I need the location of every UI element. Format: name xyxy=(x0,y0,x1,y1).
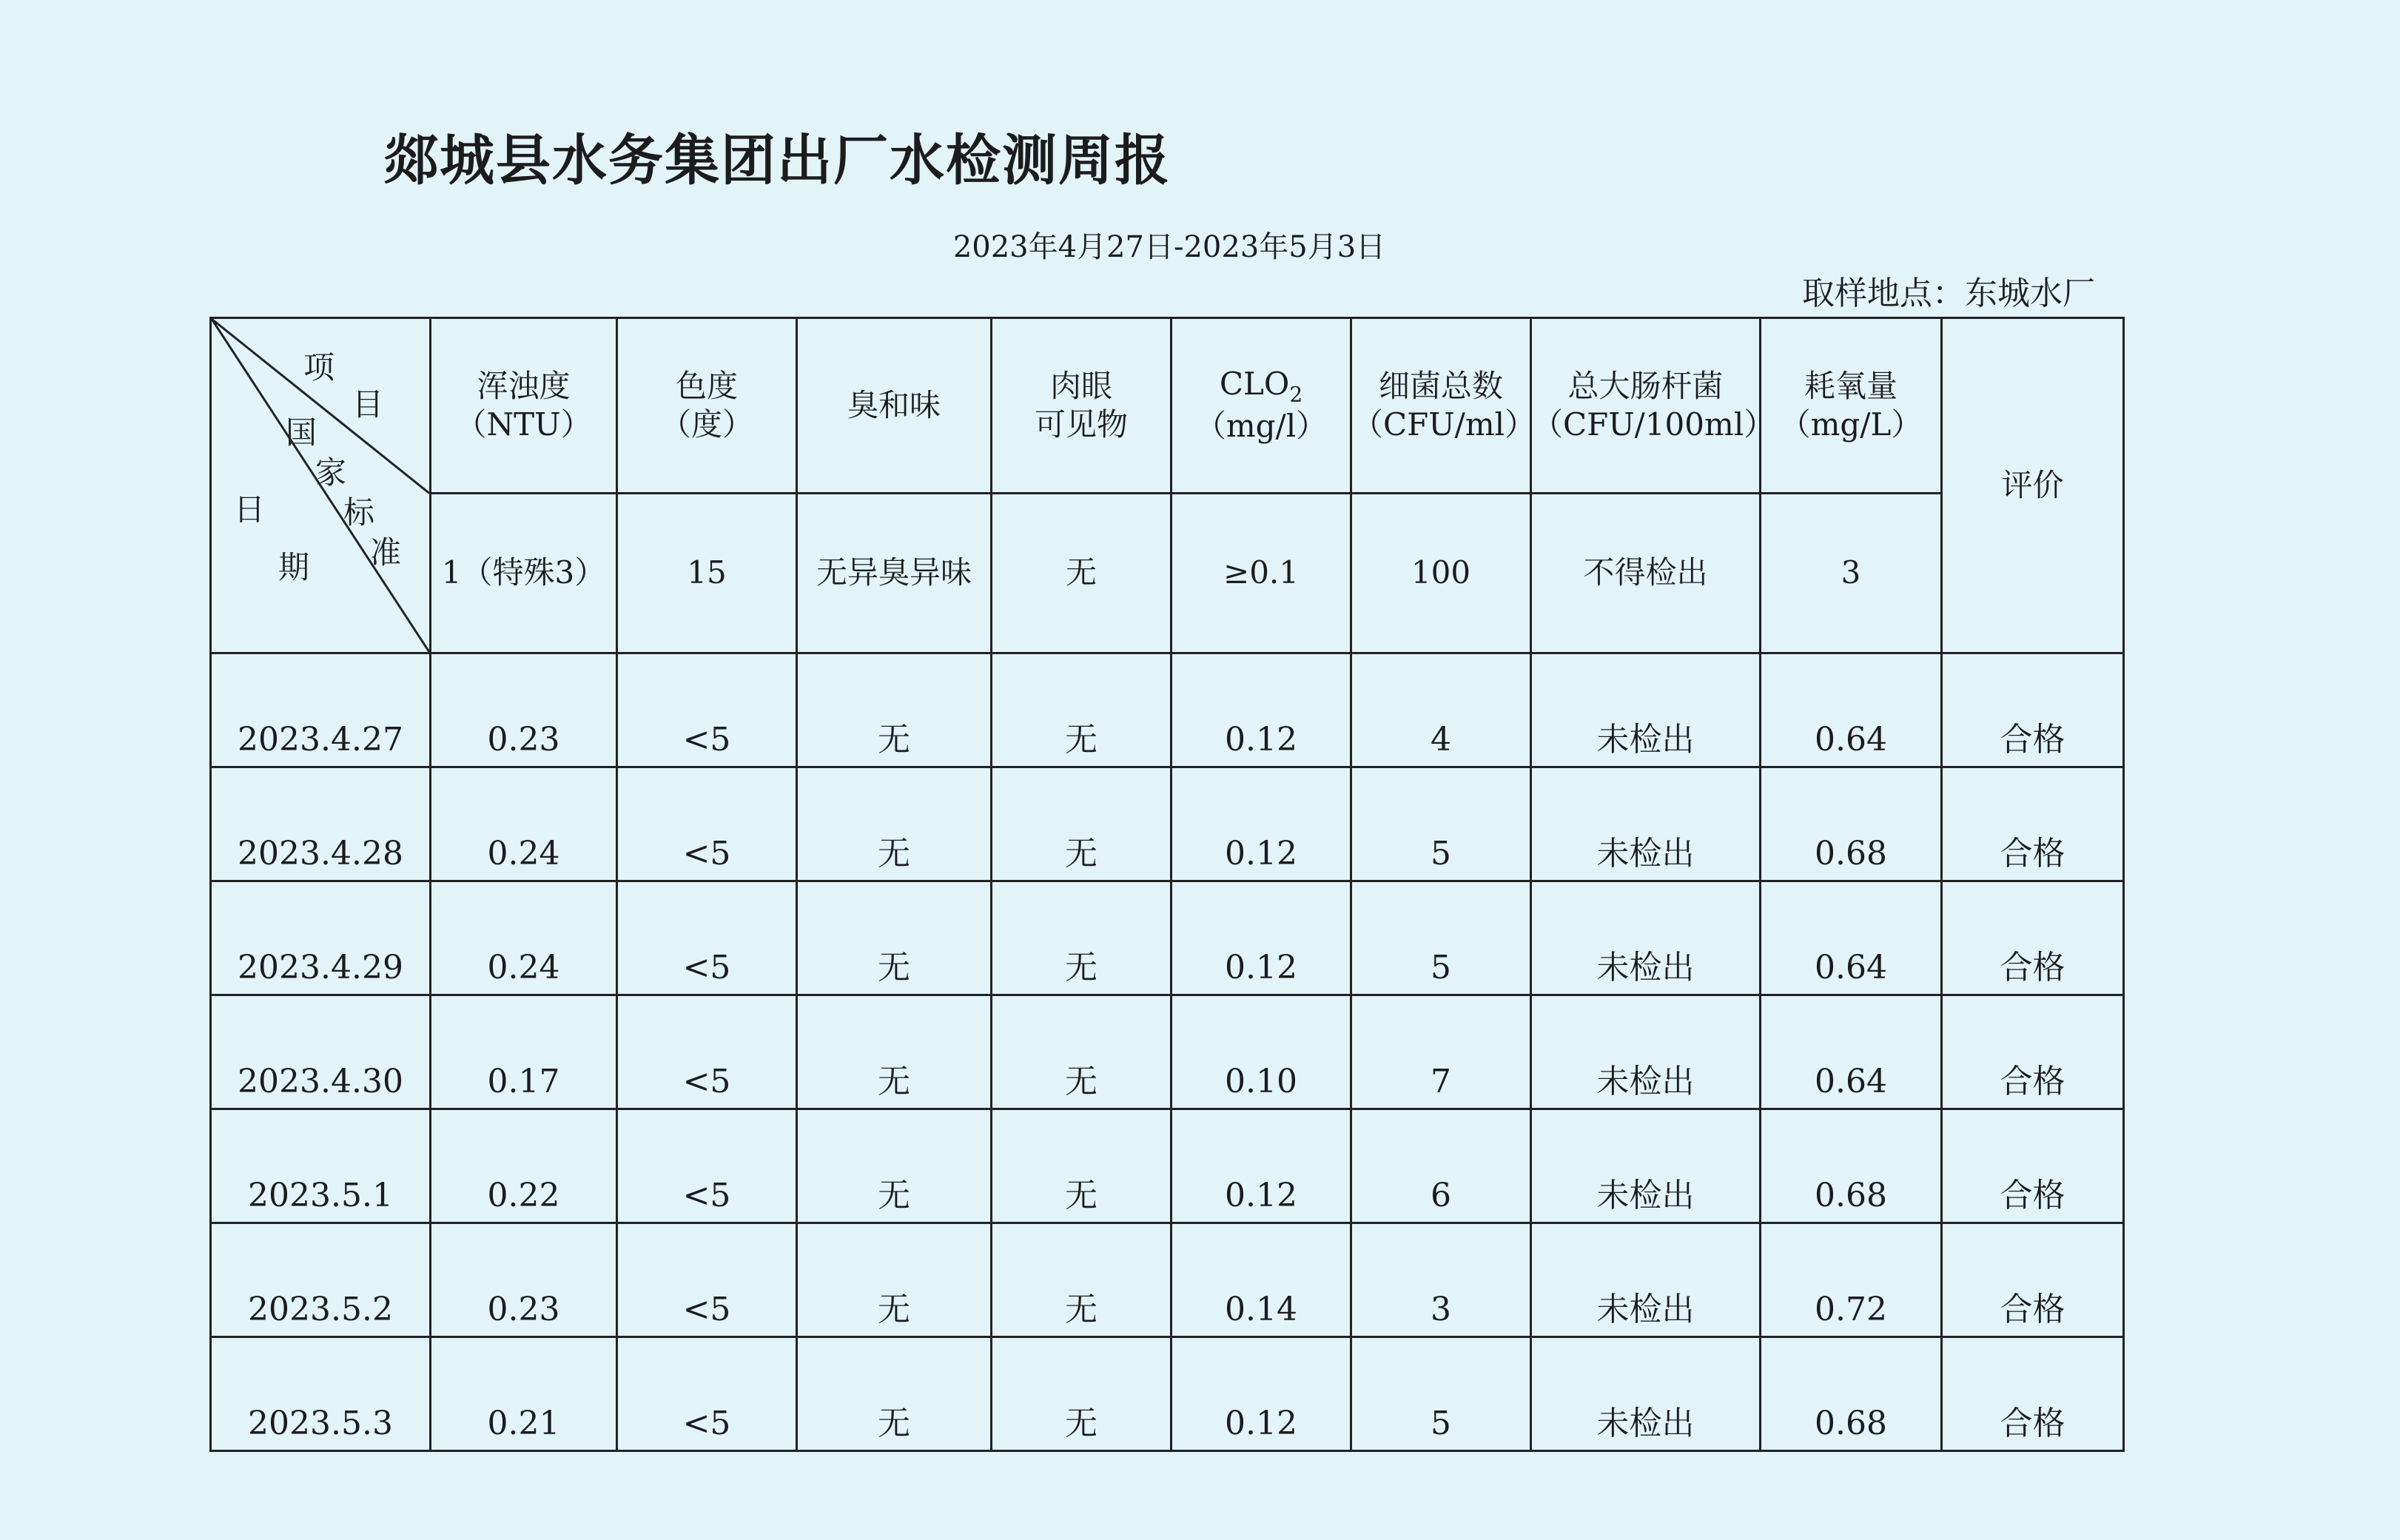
corner-std-char: 国 xyxy=(286,414,317,451)
header-row xyxy=(211,318,2124,494)
coliform-cell: 未检出 xyxy=(1531,653,1761,767)
color-cell: <5 xyxy=(617,881,797,995)
result-cell: 合格 xyxy=(1942,1223,2124,1337)
color-cell: <5 xyxy=(617,1337,797,1451)
turbidity-cell: 0.24 xyxy=(431,767,617,881)
odor-cell: 无 xyxy=(797,1337,992,1451)
bacteria-cell: 5 xyxy=(1351,767,1531,881)
date-cell: 2023.5.2 xyxy=(211,1223,431,1337)
clo2-cell: 0.12 xyxy=(1172,1109,1351,1223)
visible-cell: 无 xyxy=(992,995,1172,1109)
turbidity-cell: 0.17 xyxy=(431,995,617,1109)
table-row xyxy=(211,1223,2124,1337)
header-odor: 臭和味 xyxy=(797,318,992,494)
date-cell: 2023.5.1 xyxy=(211,1109,431,1223)
standard-value: 不得检出 xyxy=(1531,494,1761,653)
standard-value: 15 xyxy=(617,494,797,653)
result-cell: 合格 xyxy=(1942,881,2124,995)
standard-value: 3 xyxy=(1761,494,1942,653)
corner-std-char: 准 xyxy=(370,534,402,571)
date-cell: 2023.4.30 xyxy=(211,995,431,1109)
header-color: 色度 （度） xyxy=(617,318,797,494)
bacteria-cell: 7 xyxy=(1351,995,1531,1109)
water-quality-table xyxy=(209,317,2125,1452)
header-oxygen: 耗氧量 （mg/L） xyxy=(1761,318,1942,494)
odor-cell: 无 xyxy=(797,881,992,995)
result-cell: 合格 xyxy=(1942,1109,2124,1223)
oxygen-cell: 0.64 xyxy=(1761,881,1942,995)
turbidity-cell: 0.23 xyxy=(431,1223,617,1337)
odor-cell: 无 xyxy=(797,653,992,767)
odor-cell: 无 xyxy=(797,767,992,881)
bacteria-cell: 4 xyxy=(1351,653,1531,767)
date-range: 2023年4月27日-2023年5月3日 xyxy=(952,230,1386,264)
coliform-cell: 未检出 xyxy=(1531,881,1761,995)
color-cell: <5 xyxy=(617,767,797,881)
report-title: 郯城县水务集团出厂水检测周报 xyxy=(383,129,1171,192)
standard-value: 无 xyxy=(992,494,1172,653)
standards-row xyxy=(211,494,2124,653)
oxygen-cell: 0.68 xyxy=(1761,1109,1942,1223)
clo2-cell: 0.12 xyxy=(1172,1337,1351,1451)
corner-std-char: 标 xyxy=(343,494,375,531)
header-visible-matter: 肉眼 可见物 xyxy=(992,318,1172,494)
bacteria-cell: 5 xyxy=(1351,1337,1531,1451)
coliform-cell: 未检出 xyxy=(1531,1109,1761,1223)
corner-item-char: 目 xyxy=(352,386,384,423)
result-cell: 合格 xyxy=(1942,1337,2124,1451)
corner-header-cell xyxy=(211,318,431,653)
corner-date-char: 期 xyxy=(278,549,310,585)
visible-cell: 无 xyxy=(992,881,1172,995)
header-coliform: 总大肠杆菌 （CFU/100ml） xyxy=(1531,318,1761,494)
color-cell: <5 xyxy=(617,995,797,1109)
oxygen-cell: 0.68 xyxy=(1761,767,1942,881)
odor-cell: 无 xyxy=(797,1109,992,1223)
standard-value: 无异臭异味 xyxy=(797,494,992,653)
turbidity-cell: 0.22 xyxy=(431,1109,617,1223)
coliform-cell: 未检出 xyxy=(1531,1223,1761,1337)
date-cell: 2023.4.28 xyxy=(211,767,431,881)
standard-value: ≥0.1 xyxy=(1172,494,1351,653)
color-cell: <5 xyxy=(617,1109,797,1223)
date-cell: 2023.4.29 xyxy=(211,881,431,995)
standard-value: 100 xyxy=(1351,494,1531,653)
date-cell: 2023.4.27 xyxy=(211,653,431,767)
corner-item-char: 项 xyxy=(303,349,335,386)
header-evaluation: 评价 xyxy=(1942,318,2124,653)
clo2-cell: 0.12 xyxy=(1172,653,1351,767)
color-cell: <5 xyxy=(617,1223,797,1337)
table-row xyxy=(211,1337,2124,1451)
clo2-cell: 0.12 xyxy=(1172,881,1351,995)
visible-cell: 无 xyxy=(992,653,1172,767)
table-row xyxy=(211,767,2124,881)
table-row xyxy=(211,881,2124,995)
table-row xyxy=(211,995,2124,1109)
header-turbidity: 浑浊度 （NTU） xyxy=(431,318,617,494)
result-cell: 合格 xyxy=(1942,653,2124,767)
table-row xyxy=(211,1109,2124,1223)
odor-cell: 无 xyxy=(797,995,992,1109)
bacteria-cell: 3 xyxy=(1351,1223,1531,1337)
coliform-cell: 未检出 xyxy=(1531,1337,1761,1451)
clo2-cell: 0.14 xyxy=(1172,1223,1351,1337)
coliform-cell: 未检出 xyxy=(1531,767,1761,881)
visible-cell: 无 xyxy=(992,767,1172,881)
table-row xyxy=(211,653,2124,767)
sampling-location: 取样地点：东城水厂 xyxy=(1802,275,2095,312)
clo2-cell: 0.12 xyxy=(1172,767,1351,881)
corner-std-char: 家 xyxy=(315,454,347,491)
corner-date-char: 日 xyxy=(234,491,266,528)
odor-cell: 无 xyxy=(797,1223,992,1337)
standard-value: 1（特殊3） xyxy=(431,494,617,653)
result-cell: 合格 xyxy=(1942,767,2124,881)
oxygen-cell: 0.68 xyxy=(1761,1337,1942,1451)
oxygen-cell: 0.64 xyxy=(1761,995,1942,1109)
result-cell: 合格 xyxy=(1942,995,2124,1109)
date-cell: 2023.5.3 xyxy=(211,1337,431,1451)
bacteria-cell: 6 xyxy=(1351,1109,1531,1223)
turbidity-cell: 0.21 xyxy=(431,1337,617,1451)
visible-cell: 无 xyxy=(992,1109,1172,1223)
clo2-cell: 0.10 xyxy=(1172,995,1351,1109)
oxygen-cell: 0.64 xyxy=(1761,653,1942,767)
turbidity-cell: 0.24 xyxy=(431,881,617,995)
coliform-cell: 未检出 xyxy=(1531,995,1761,1109)
color-cell: <5 xyxy=(617,653,797,767)
visible-cell: 无 xyxy=(992,1337,1172,1451)
bacteria-cell: 5 xyxy=(1351,881,1531,995)
visible-cell: 无 xyxy=(992,1223,1172,1337)
oxygen-cell: 0.72 xyxy=(1761,1223,1942,1337)
header-bacteria: 细菌总数 （CFU/ml） xyxy=(1351,318,1531,494)
header-clo2: $CLO_2$ （mg/l） xyxy=(1172,318,1351,494)
turbidity-cell: 0.23 xyxy=(431,653,617,767)
